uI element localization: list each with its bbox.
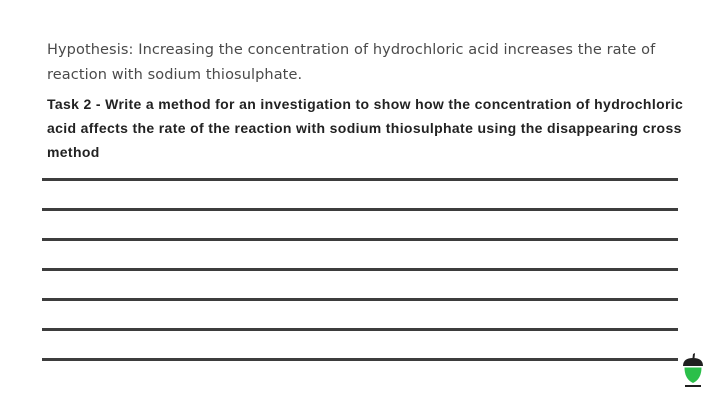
answer-line[interactable] [42,238,678,241]
acorn-base [685,385,701,387]
acorn-icon [680,352,706,388]
answer-lines [42,178,678,388]
answer-line[interactable] [42,328,678,331]
acorn-cap [683,358,703,366]
answer-line[interactable] [42,268,678,271]
answer-line[interactable] [42,298,678,301]
answer-line[interactable] [42,178,678,181]
hypothesis-text: Hypothesis: Increasing the concentration of hydrochloric acid increases the rate of reaction with sodium thiosulphate. [47,42,656,83]
answer-line[interactable] [42,358,678,361]
task-instruction: Task 2 - Write a method for an investigation to show how the concentration of hydrochloric acid affects the rate of the reaction with sodium thiosulphate using the disappearing cross method [47,96,684,160]
answer-line[interactable] [42,208,678,211]
acorn-nut [685,368,702,384]
acorn-stem [693,353,696,358]
